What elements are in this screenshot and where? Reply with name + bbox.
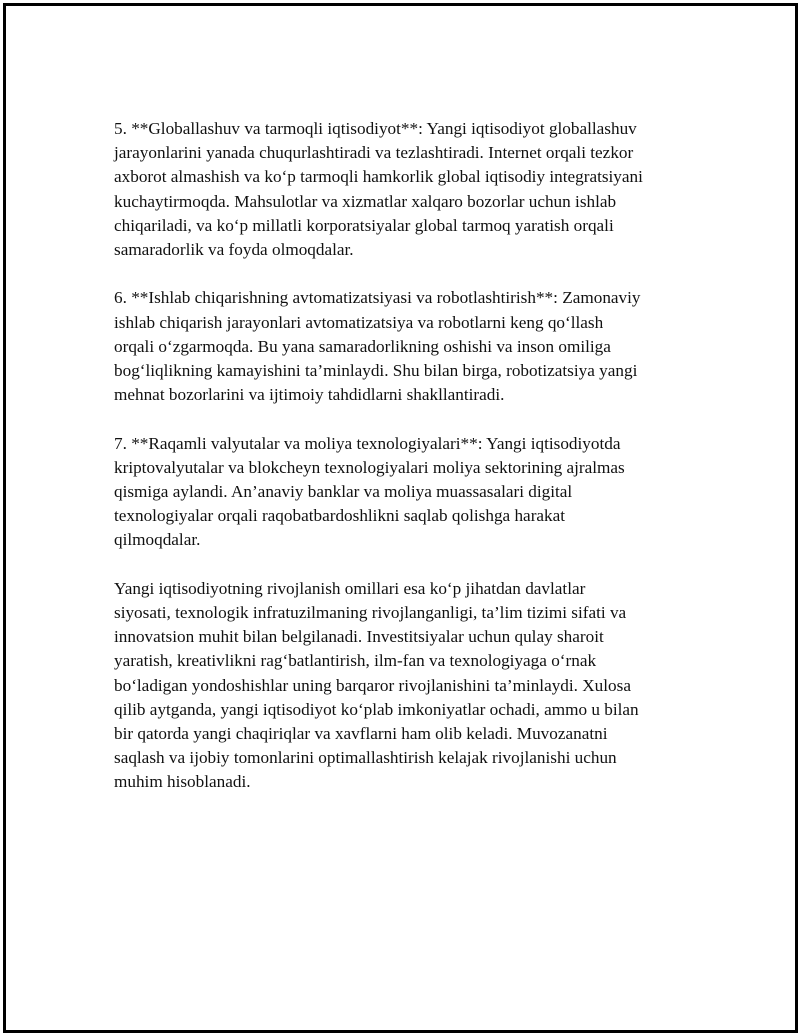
paragraph-digital-currencies: 7. **Raqamli valyutalar va moliya texnologiyalari**: Yangi iqtisodiyotda kriptovalyutalar va blokcheyn texnologiyalari moliya sektorining ajralmas qismiga aylandi. An’anaviy banklar va moliya muassasalari digital texnologiyalar orqali raqobatbardoshlikni saqlab qolishga harakat qilmoqdalar. (114, 433, 625, 550)
document-body (114, 117, 692, 819)
paragraph-globalization: 5. **Globallashuv va tarmoqli iqtisodiyot**: Yangi iqtisodiyot globallashuv jarayonlarini yanada chuqurlashtiradi va tezlashtiradi. Internet orqali tezkor axborot almashish va ko‘p tarmoqli hamkorlik global iqtisodiy integratsiyani kuchaytirmoqda. Mahsulotlar va xizmatlar xalqaro bozorlar uchun ishlab chiqariladi, va ko‘p millatli korporatsiyalar global tarmoq yaratish orqali samaradorlik va foyda olmoqdalar. (114, 119, 643, 260)
paragraph-conclusion: Yangi iqtisodiyotning rivojlanish omillari esa ko‘p jihatdan davlatlar siyosati, texnologik infratuzilmaning rivojlanganligi, ta’lim tizimi sifati va innovatsion muhit bilan belgilanadi. Investitsiyalar uchun qulay sharoit yaratish, kreativlikni rag‘batlantirish, ilm-fan va texnologiyaga o‘rnak bo‘ladigan yondoshishlar uning barqaror rivojlanishini ta’minlaydi. Xulosa qilib aytganda, yangi iqtisodiyot ko‘plab imkoniyatlar ochadi, ammo u bilan bir qatorda yangi chaqiriqlar va xavflarni ham olib keladi. Muvozanatni saqlash va ijobiy tomonlarini optimallashtirish kelajak rivojlanishi uchun muhim hisoblanadi. (114, 578, 639, 792)
paragraph-automation: 6. **Ishlab chiqarishning avtomatizatsiyasi va robotlashtirish**: Zamonaviy ishlab chiqarish jarayonlari avtomatizatsiya va robotlarni keng qo‘llash orqali o‘zgarmoqda. Bu yana samaradorlikning oshishi va inson omiliga bog‘liqlikning kamayishini ta’minlaydi. Shu bilan birga, robotizatsiya yangi mehnat bozorlarini va ijtimoiy tahdidlarni shakllantiradi. (114, 288, 641, 405)
